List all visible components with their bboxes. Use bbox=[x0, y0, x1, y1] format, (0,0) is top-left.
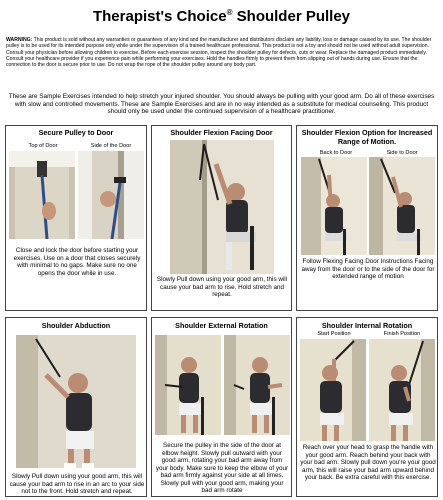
photo-caption-side-of-door: Side of the Door bbox=[90, 143, 132, 149]
panel-text: Follow Flexing Facing Door Instructions Facing away from the door or to the side of the door for extended range of motion bbox=[301, 258, 435, 280]
panel-title: Secure Pulley to Door bbox=[38, 128, 114, 137]
panel-text: Secure the pulley in the side of the door at elbow height. Slowly pull outward with your good arm, rotating your bad arm away from your body. Make sure to keep the elbow of your bad arm firmly against your side at all times. Slowly pull with your good arm, making your bad arm rotate bbox=[155, 442, 289, 494]
panel-text: Close and lock the door before starting your exercises. Use on a door that closes securely with minimal to no gaps. Make sure no one opens the door while in use. bbox=[13, 247, 141, 277]
panel-title: Shoulder External Rotation bbox=[175, 321, 268, 330]
photo-top-of-door bbox=[9, 151, 75, 239]
intro-paragraph: These are Sample Exercises intended to help stretch your injured shoulder. You should always be pulling with your good arm. Do all of these exercises with slow and controlled movements. These are Sample Exercises and are in no way intended as a substitute for medical counseling. This product should only be used under the continued supervision of a healthcare practitioner. bbox=[8, 93, 435, 116]
warning-paragraph: WARNING: This product is sold without any warranties or guarantees of any kind and the manufacturer and distributors disclaim any liability, loss or damage caused by its use. The shoulder pulley is to be used for its intended purpose only while under the supervision of a trained healthcare professional. This product is not a toy and should not be used without adult supervision. Consult your physician before allowing children to exercise. Before each exercise session, inspect the shoulder pulley for defects, cuts or wear. Replace the damaged product immediately. Consult your healthcare provider if you experience pain while performing your exercises. Hold the handles firmly to prevent them from slipping out of hands during use. Ensure that the connection to the door is secure prior to use. Do not wrap the rope of the shoulder pulley around any body part. bbox=[6, 37, 432, 69]
panel-text: Slowly Pull down using your good arm, this will cause your bad arm to rise in an arc to your side not to the front. Hold stretch and repeat. bbox=[9, 473, 145, 495]
photo-side-to-door bbox=[369, 157, 435, 255]
panel-flexion-option bbox=[296, 125, 438, 311]
photo-abduction bbox=[16, 335, 136, 468]
photo-caption-top-of-door: Top of Door bbox=[28, 143, 58, 149]
photo-caption-back-to-door: Back to Door bbox=[319, 150, 353, 156]
page-title: Therapist's Choice® Shoulder Pulley bbox=[92, 8, 351, 25]
photo-caption-side-to-door: Side to Door bbox=[386, 150, 418, 156]
panel-external-rotation bbox=[151, 317, 292, 497]
panel-text: Reach over your head to grasp the handle with your good arm. Reach behind your back with your bad arm. Slowly pull down you're your good arm, this will raise your bad arm upward behind your back. Be extra careful with this exercise. bbox=[300, 444, 436, 481]
panel-title: Shoulder Abduction bbox=[41, 321, 111, 330]
photo-side-of-door bbox=[78, 151, 144, 239]
panel-internal-rotation bbox=[296, 317, 438, 497]
panel-text: Slowly Pull down using your good arm, this will cause your bad arm to rise. Hold stretch and repeat. bbox=[156, 276, 288, 298]
photo-external-rotation-end bbox=[224, 335, 290, 435]
photo-flexion-facing-door bbox=[170, 140, 274, 274]
photo-caption-finish-position: Finish Position bbox=[383, 331, 421, 337]
panel-shoulder-flexion bbox=[151, 125, 292, 311]
panel-secure-pulley bbox=[5, 125, 147, 311]
photo-internal-rotation-finish bbox=[369, 339, 435, 441]
panel-shoulder-abduction bbox=[5, 317, 147, 497]
photo-caption-start-position: Start Position bbox=[317, 331, 351, 337]
panel-title: Shoulder Flexion Option for Increased Range of Motion. bbox=[301, 128, 433, 146]
photo-internal-rotation-start bbox=[300, 339, 366, 441]
photo-back-to-door bbox=[301, 157, 367, 255]
photo-external-rotation-start bbox=[155, 335, 221, 435]
panel-title: Shoulder Flexion Facing Door bbox=[170, 128, 273, 137]
panel-title: Shoulder Internal Rotation bbox=[321, 321, 413, 330]
